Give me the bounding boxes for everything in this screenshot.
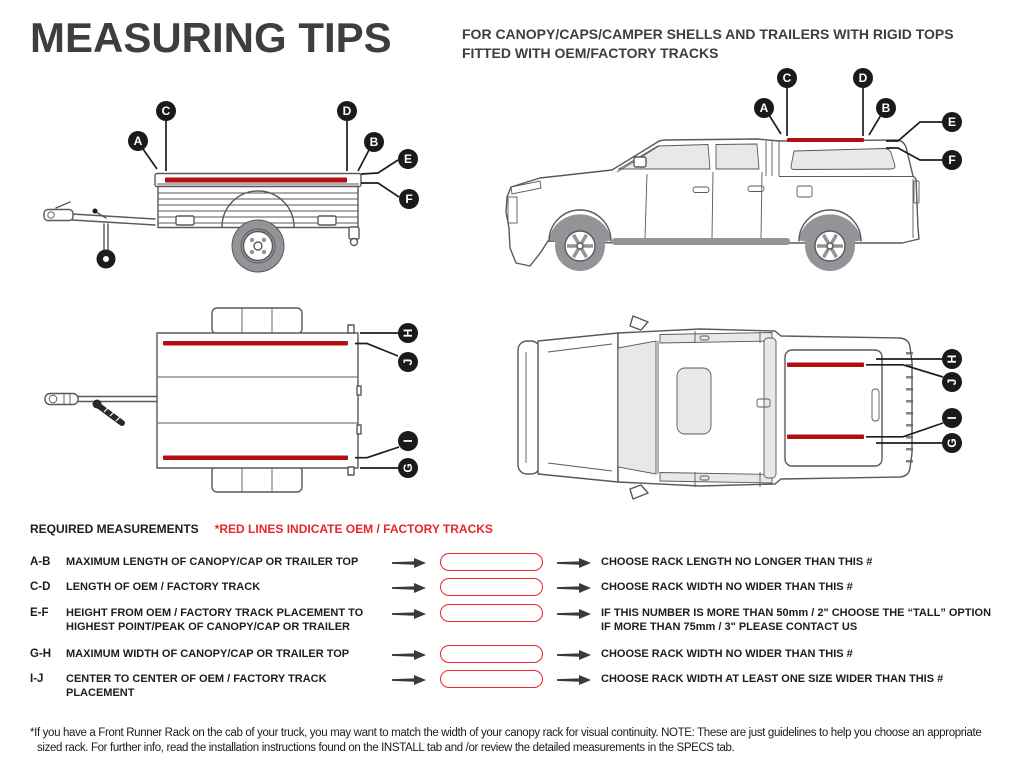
svg-text:A: A (759, 101, 769, 115)
arrow-right-icon (392, 650, 426, 660)
measurement-guidance: CHOOSE RACK WIDTH AT LEAST ONE SIZE WIDER THAN THIS # (601, 673, 944, 685)
trailer-top-view-diagram (20, 300, 460, 510)
oem-track-line-top-trailer-left (163, 341, 348, 346)
truck-side-outline (506, 139, 919, 271)
measurement-key: G-H (30, 648, 52, 660)
svg-text:J: J (401, 358, 415, 366)
measurement-row-i-j (30, 672, 1010, 700)
callout-d-trailer (337, 101, 357, 171)
svg-text:F: F (948, 153, 956, 167)
svg-text:C: C (161, 104, 171, 118)
trailer-side-outline (44, 174, 361, 273)
arrow-right-icon (557, 558, 591, 568)
truck-top-outline (518, 316, 913, 499)
measurement-description: MAXIMUM WIDTH OF CANOPY/CAP OR TRAILER TOP (66, 648, 350, 660)
arrow-right-icon (557, 675, 591, 685)
svg-text:G: G (945, 438, 959, 448)
svg-text:F: F (405, 192, 413, 206)
callout-f-trailer (361, 183, 419, 209)
legend (30, 522, 493, 536)
callout-e-trailer (361, 149, 418, 174)
measurement-guidance: IF THIS NUMBER IS MORE THAN 50mm / 2" CHOOSE THE “TALL” OPTION IF MORE THAN 75mm / 3" PLEASE CONTACT US (601, 607, 992, 633)
arrow-right-icon (392, 609, 426, 619)
arrow-right-icon (392, 558, 426, 568)
measurement-row-a-b (30, 555, 1010, 571)
arrow-right-icon (557, 609, 591, 619)
svg-text:H: H (945, 354, 959, 364)
oem-track-line-top-truck-left (787, 363, 864, 368)
svg-text:J: J (945, 378, 959, 386)
oem-track-line-side-truck (787, 138, 864, 142)
oem-track-line-top-truck-right (787, 435, 864, 440)
measurement-value-box (440, 578, 543, 596)
footnote-line-2: sized rack. For further info, read the installation instructions found on the INSTALL tab and /or review the detailed measurements in the SPECS tab. (37, 741, 735, 754)
measurement-key: I-J (30, 673, 44, 685)
measurement-value-box (440, 553, 543, 571)
svg-text:A: A (133, 134, 143, 148)
footnote (30, 726, 1015, 755)
arrow-right-icon (392, 675, 426, 685)
callout-b-truck (869, 98, 896, 135)
callout-g-trailer (360, 458, 418, 478)
required-measurements-label: REQUIRED MEASUREMENTS (30, 522, 199, 536)
subtitle-line-2: FITTED WITH OEM/FACTORY TRACKS (462, 44, 719, 61)
callout-i-trailer (355, 431, 418, 458)
callout-e-truck (886, 112, 962, 141)
svg-text:C: C (782, 71, 792, 85)
measurement-key: A-B (30, 556, 51, 568)
callout-j-trailer (355, 344, 418, 373)
measurement-key: C-D (30, 581, 51, 593)
page-title: MEASURING TIPS (30, 14, 392, 61)
rear-wheel (805, 221, 855, 271)
truck-side-view-diagram (500, 60, 980, 290)
oem-track-line-top-trailer-right (163, 456, 348, 461)
trailer-top-outline (45, 308, 361, 492)
callout-a-truck (754, 98, 781, 134)
callout-d-truck (853, 68, 873, 136)
arrow-right-icon (392, 583, 426, 593)
red-lines-note: *RED LINES INDICATE OEM / FACTORY TRACKS (214, 522, 493, 536)
svg-text:I: I (401, 439, 415, 443)
measurement-description: CENTER TO CENTER OF OEM / FACTORY TRACK PLACEMENT (66, 673, 327, 699)
subtitle-line-1: FOR CANOPY/CAPS/CAMPER SHELLS AND TRAILERS WITH RIGID TOPS (462, 26, 954, 42)
truck-top-view-diagram (500, 310, 985, 502)
svg-text:I: I (945, 416, 959, 420)
measurement-guidance: CHOOSE RACK WIDTH NO WIDER THAN THIS # (601, 581, 853, 593)
measurement-guidance: CHOOSE RACK LENGTH NO LONGER THAN THIS # (601, 556, 873, 568)
measurement-value-box (440, 645, 543, 663)
callout-h-trailer (360, 323, 418, 343)
measurement-value-box (440, 604, 543, 622)
arrow-right-icon (557, 650, 591, 660)
oem-track-line-side-trailer (165, 178, 347, 183)
svg-text:G: G (401, 463, 415, 473)
front-wheel (555, 221, 605, 271)
callout-c-truck (777, 68, 797, 136)
measurement-key: E-F (30, 607, 49, 619)
footnote-line-1: *If you have a Front Runner Rack on the cab of your truck, you may want to match the width of your canopy rack for visual continuity. NOTE: These are just guidelines to help you choose an appropriate (30, 727, 982, 739)
measurement-description: HEIGHT FROM OEM / FACTORY TRACK PLACEMENT TO HIGHEST POINT/PEAK OF CANOPY/CAP OR TRAILER (66, 607, 364, 633)
svg-text:E: E (947, 115, 957, 129)
measurement-table (30, 555, 1010, 700)
trailer-side-view-diagram (25, 90, 425, 290)
measurement-row-g-h (30, 647, 1010, 663)
svg-text:B: B (369, 135, 379, 149)
measurement-row-e-f (30, 606, 1010, 634)
measurement-description: LENGTH OF OEM / FACTORY TRACK (66, 581, 261, 593)
callout-a-trailer (128, 131, 157, 169)
callout-c-trailer (156, 101, 176, 171)
svg-text:B: B (881, 101, 891, 115)
measurement-value-box (440, 670, 543, 688)
svg-text:D: D (342, 104, 352, 118)
arrow-right-icon (557, 583, 591, 593)
svg-text:D: D (858, 71, 868, 85)
page-subtitle (462, 25, 954, 62)
callout-b-trailer (358, 132, 384, 171)
measurement-row-c-d (30, 580, 1010, 596)
svg-text:H: H (401, 328, 415, 338)
svg-text:E: E (403, 152, 413, 166)
measurement-description: MAXIMUM LENGTH OF CANOPY/CAP OR TRAILER TOP (66, 556, 359, 568)
measurement-guidance: CHOOSE RACK WIDTH NO WIDER THAN THIS # (601, 648, 853, 660)
